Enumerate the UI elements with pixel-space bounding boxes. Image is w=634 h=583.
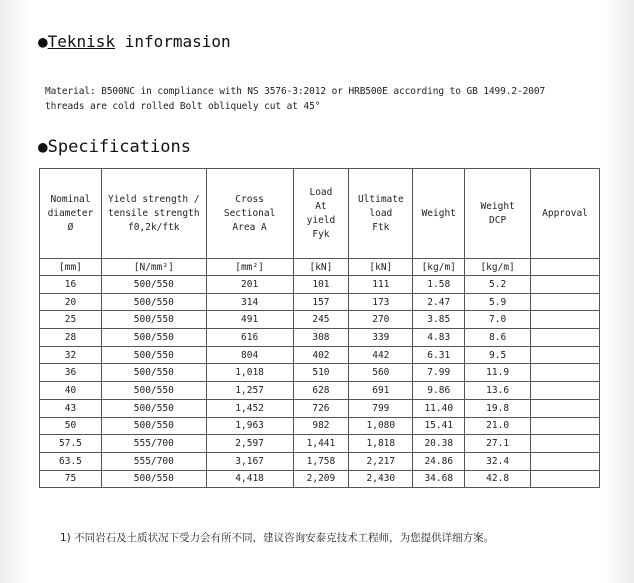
- table-row: [40, 435, 600, 453]
- table-body: [40, 259, 600, 488]
- table-cell: 314: [206, 293, 293, 311]
- table-cell: 21.0: [465, 417, 531, 435]
- table-cell: 42.8: [465, 470, 531, 488]
- table-cell: [531, 435, 600, 453]
- column-header-line: DCP: [489, 214, 507, 226]
- table-cell: 500/550: [101, 417, 206, 435]
- column-header-line: Load: [309, 186, 333, 198]
- table-cell: 1,257: [206, 382, 293, 400]
- table-cell: [531, 364, 600, 382]
- material-line: Material: B500NC in compliance with NS 3576-3:2012 or HRB500E according to GB 1499.2-2007: [45, 86, 546, 97]
- table-cell: 491: [206, 311, 293, 329]
- table-cell: 2,209: [293, 470, 349, 488]
- table-cell: [531, 311, 600, 329]
- table-cell: [531, 276, 600, 294]
- table-row: [40, 382, 600, 400]
- table-cell: 1,963: [206, 417, 293, 435]
- table-cell: [531, 382, 600, 400]
- unit-cell: [mm]: [40, 259, 102, 276]
- table-cell: 11.9: [465, 364, 531, 382]
- table-cell: 560: [349, 364, 413, 382]
- column-header-line: Nominal: [50, 193, 91, 205]
- table-cell: 63.5: [40, 452, 102, 470]
- heading-title: Specifications: [47, 137, 191, 157]
- table-cell: 201: [206, 276, 293, 294]
- table-cell: 57.5: [40, 435, 102, 453]
- table-cell: 9.5: [465, 346, 531, 364]
- unit-cell: [kN]: [293, 259, 349, 276]
- table-cell: 9.86: [413, 382, 465, 400]
- table-cell: 7.0: [465, 311, 531, 329]
- table-cell: 1,018: [206, 364, 293, 382]
- table-cell: 500/550: [101, 470, 206, 488]
- column-header-line: f0,2k/ftk: [128, 221, 180, 233]
- heading-underlined-word: Teknisk: [47, 32, 116, 51]
- unit-cell: [N/mm²]: [101, 259, 206, 276]
- table-cell: 982: [293, 417, 349, 435]
- column-header: [101, 169, 206, 259]
- column-header: [206, 169, 293, 259]
- table-cell: [531, 293, 600, 311]
- table-row: [40, 399, 600, 417]
- table-cell: 500/550: [101, 399, 206, 417]
- unit-cell: [kg/m]: [465, 259, 531, 276]
- table-cell: 13.6: [465, 382, 531, 400]
- heading-rest: informasion: [115, 32, 231, 51]
- table-cell: 75: [40, 470, 102, 488]
- table-cell: 4,418: [206, 470, 293, 488]
- table-row: [40, 417, 600, 435]
- table-cell: 1,080: [349, 417, 413, 435]
- table-cell: 339: [349, 329, 413, 347]
- table-cell: 1,441: [293, 435, 349, 453]
- table-row: [40, 346, 600, 364]
- table-row: [40, 311, 600, 329]
- table-cell: 6.31: [413, 346, 465, 364]
- table-cell: 555/700: [101, 435, 206, 453]
- table-cell: 111: [349, 276, 413, 294]
- table-cell: 500/550: [101, 382, 206, 400]
- table-cell: 804: [206, 346, 293, 364]
- footnote: 1) 不同岩石及土质状况下受力会有所不同，建议咨询安泰克技术工程师，为您提供详细方案。: [60, 532, 495, 544]
- table-row: [40, 364, 600, 382]
- table-cell: 27.1: [465, 435, 531, 453]
- table-cell: [531, 470, 600, 488]
- unit-cell: [kN]: [349, 259, 413, 276]
- bullet-icon: ●: [38, 137, 48, 156]
- table-cell: 50: [40, 417, 102, 435]
- column-header-line: Cross: [235, 193, 264, 205]
- table-cell: 3.85: [413, 311, 465, 329]
- table-cell: 36: [40, 364, 102, 382]
- table-cell: 500/550: [101, 293, 206, 311]
- section-heading-specifications: [38, 137, 191, 157]
- table-cell: 16: [40, 276, 102, 294]
- column-header: [349, 169, 413, 259]
- column-header: [293, 169, 349, 259]
- column-header-line: Area A: [232, 221, 267, 233]
- table-cell: 616: [206, 329, 293, 347]
- unit-cell: [531, 259, 600, 276]
- unit-cell: [kg/m]: [413, 259, 465, 276]
- bullet-icon: ●: [38, 32, 48, 51]
- column-header-line: yield: [306, 214, 336, 226]
- column-header: [465, 169, 531, 259]
- table-cell: 4.83: [413, 329, 465, 347]
- table-cell: 510: [293, 364, 349, 382]
- table-cell: [531, 346, 600, 364]
- table-cell: 32: [40, 346, 102, 364]
- table-cell: 2.47: [413, 293, 465, 311]
- unit-cell: [mm²]: [206, 259, 293, 276]
- column-header-line: Fyk: [312, 228, 330, 240]
- table-cell: [531, 452, 600, 470]
- table-cell: 308: [293, 329, 349, 347]
- column-header-line: Ultimate: [357, 193, 404, 205]
- table-cell: 34.68: [413, 470, 465, 488]
- table-cell: 270: [349, 311, 413, 329]
- table-cell: 173: [349, 293, 413, 311]
- table-cell: 11.40: [413, 399, 465, 417]
- table-cell: 2,597: [206, 435, 293, 453]
- table-row: [40, 293, 600, 311]
- column-header: [531, 169, 600, 259]
- table-cell: 691: [349, 382, 413, 400]
- column-header-line: Weight: [480, 200, 515, 212]
- table-row: [40, 329, 600, 347]
- table-cell: 1,452: [206, 399, 293, 417]
- table-cell: 628: [293, 382, 349, 400]
- table-cell: 3,167: [206, 452, 293, 470]
- column-header-line: Approval: [542, 207, 588, 219]
- table-cell: [531, 417, 600, 435]
- table-cell: 1.58: [413, 276, 465, 294]
- threads-line: threads are cold rolled Bolt obliquely cut at 45°: [45, 101, 321, 112]
- table-cell: [531, 329, 600, 347]
- table-cell: 7.99: [413, 364, 465, 382]
- table-cell: 101: [293, 276, 349, 294]
- table-cell: 40: [40, 382, 102, 400]
- column-header-line: Ø: [67, 221, 74, 233]
- table-cell: 500/550: [101, 329, 206, 347]
- table-cell: 2,430: [349, 470, 413, 488]
- table-cell: 15.41: [413, 417, 465, 435]
- table-cell: 2,217: [349, 452, 413, 470]
- column-header-line: Ftk: [372, 221, 390, 233]
- column-header-line: At: [315, 200, 327, 212]
- table-header-row: [40, 169, 600, 259]
- table-row: [40, 276, 600, 294]
- table-cell: 5.9: [465, 293, 531, 311]
- table-cell: 5.2: [465, 276, 531, 294]
- table-cell: 24.86: [413, 452, 465, 470]
- table-cell: 245: [293, 311, 349, 329]
- table-cell: 1,818: [349, 435, 413, 453]
- column-header-line: Yield strength /: [108, 193, 200, 205]
- table-cell: 402: [293, 346, 349, 364]
- table-cell: 726: [293, 399, 349, 417]
- table-cell: 1,758: [293, 452, 349, 470]
- column-header: [413, 169, 465, 259]
- column-header-line: load: [369, 207, 393, 219]
- table-cell: 8.6: [465, 329, 531, 347]
- table-cell: 25: [40, 311, 102, 329]
- table-cell: 555/700: [101, 452, 206, 470]
- column-header-line: Weight: [421, 207, 456, 219]
- table-cell: 20: [40, 293, 102, 311]
- units-row: [40, 259, 600, 276]
- table-cell: 19.8: [465, 399, 531, 417]
- specifications-table: [39, 168, 600, 488]
- table-cell: 799: [349, 399, 413, 417]
- table-cell: 500/550: [101, 276, 206, 294]
- column-header-line: Sectional: [223, 207, 276, 219]
- table-cell: 157: [293, 293, 349, 311]
- table-cell: 500/550: [101, 346, 206, 364]
- table-row: [40, 470, 600, 488]
- table-cell: 32.4: [465, 452, 531, 470]
- column-header: [40, 169, 102, 259]
- table-cell: 500/550: [101, 311, 206, 329]
- table-cell: 500/550: [101, 364, 206, 382]
- table-row: [40, 452, 600, 470]
- column-header-line: diameter: [47, 207, 94, 219]
- table-cell: [531, 399, 600, 417]
- table-cell: 442: [349, 346, 413, 364]
- table-cell: 20.38: [413, 435, 465, 453]
- column-header-line: tensile strength: [108, 207, 200, 219]
- table-cell: 43: [40, 399, 102, 417]
- table-cell: 28: [40, 329, 102, 347]
- section-heading-teknisk: [38, 32, 231, 51]
